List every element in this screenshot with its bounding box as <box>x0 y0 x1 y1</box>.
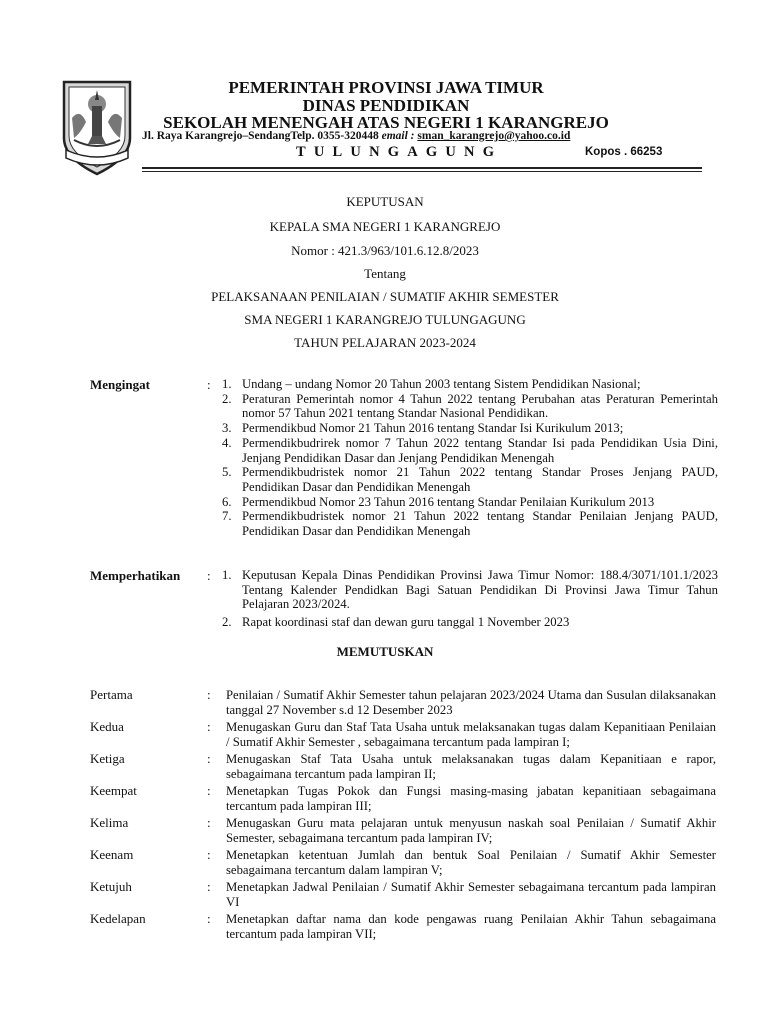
item-text: Permendikbud Nomor 23 Tahun 2016 tentang Standar Penilaian Kurikulum 2013 <box>242 494 655 509</box>
letterhead-school-name: SEKOLAH MENENGAH ATAS NEGERI 1 KARANGREJO <box>163 113 609 132</box>
item-number: 2. <box>222 615 232 630</box>
address-text: Jl. Raya Karangrejo–SendangTelp. 0355-320448 <box>142 130 382 142</box>
letterhead-city: TULUNGAGUNG <box>296 144 503 160</box>
decree-number: Nomor : 421.3/963/101.6.12.8/2023 <box>291 243 479 258</box>
list-item <box>222 495 718 510</box>
list-item <box>222 377 718 392</box>
item-number: 7. <box>222 509 232 524</box>
item-text: Peraturan Pemerintah nomor 4 Tahun 2022 tentang Perubahan atas Peraturan Pemerintah nomor 57 Tahun 2021 tentang Standar Nasional Pendidikan. <box>242 391 718 421</box>
decision-text: Penilaian / Sumatif Akhir Semester tahun pelajaran 2023/2024 Utama dan Susulan dilaksanakan tanggal 27 November s.d 12 Desember 2023 <box>226 688 716 717</box>
item-text: Undang – undang Nomor 20 Tahun 2003 tentang Sistem Pendidikan Nasional; <box>242 377 641 391</box>
decision-colon: : <box>207 719 211 734</box>
decision-text: Menetapkan ketentuan Jumlah dan bentuk Soal Penilaian / Sumatif Akhir Semester sebagaimana tercantum dalam lampiran V; <box>226 848 716 877</box>
list-item <box>222 465 718 494</box>
decision-text: Menugaskan Staf Tata Usaha untuk melaksanakan tugas dalam Kepanitiaan e rapor, sebagaimana tercantum pada lampiran II; <box>226 752 716 781</box>
item-number: 4. <box>222 435 232 450</box>
mengingat-label: Mengingat <box>90 377 150 392</box>
item-number: 3. <box>222 421 232 436</box>
decree-year: TAHUN PELAJARAN 2023-2024 <box>294 335 476 350</box>
item-text: Keputusan Kepala Dinas Pendidikan Provinsi Jawa Timur Nomor: 188.4/3071/101.1/2023 Tentang Kalender Pendidkan Bagi Satuan Pendidikan Di Provinsi Jawa Timur Tahun Pelajaran 2023/2024. <box>242 568 718 612</box>
list-item <box>222 568 718 612</box>
letterhead-department: DINAS PENDIDIKAN <box>302 96 470 115</box>
item-number: 2. <box>222 391 232 406</box>
decree-school: SMA NEGERI 1 KARANGREJO TULUNGAGUNG <box>244 312 526 327</box>
letterhead-address <box>142 130 570 142</box>
decision-text: Menugaskan Guru mata pelajaran untuk menyusun naskah soal Penilaian / Sumatif Akhir Semester, sebagaimana tercantum pada lampiran IV; <box>226 816 716 845</box>
item-text: Permendikbud Nomor 21 Tahun 2016 tentang Standar Isi Kurikulum 2013; <box>242 421 624 436</box>
decision-colon: : <box>207 687 211 702</box>
list-item <box>222 421 718 436</box>
letterhead-rule-thick <box>142 167 702 169</box>
item-number: 6. <box>222 494 232 509</box>
decision-label: Pertama <box>90 687 133 702</box>
decision-label: Ketujuh <box>90 879 132 894</box>
memperhatikan-list <box>222 568 718 630</box>
memutuskan-heading: MEMUTUSKAN <box>336 644 434 659</box>
decision-label: Kedelapan <box>90 911 146 926</box>
letterhead-government: PEMERINTAH PROVINSI JAWA TIMUR <box>228 78 544 97</box>
mengingat-colon: : <box>207 377 211 392</box>
memperhatikan-label: Memperhatikan <box>90 568 181 583</box>
list-item <box>222 392 718 421</box>
decision-text: Menetapkan Tugas Pokok dan Fungsi masing-masing jabatan kepanitiaan sebagaimana tercantum pada lampiran III; <box>226 784 716 813</box>
decision-text: Menugaskan Guru dan Staf Tata Usaha untuk melaksanakan tugas dalam Kepanitiaan Penilaian / Sumatif Akhir Semester , sebagaimana tercantum pada lampiran I; <box>226 720 716 749</box>
decision-text: Menetapkan daftar nama dan kode pengawas ruang Penilaian Akhir Tahun sebagaimana tercantum pada lampiran VII; <box>226 912 716 941</box>
letterhead-rule-thin <box>142 171 702 172</box>
decision-colon: : <box>207 847 211 862</box>
decision-label: Keenam <box>90 847 134 862</box>
memperhatikan-colon: : <box>207 568 211 583</box>
item-text: Permendikbudrirek nomor 7 Tahun 2022 tentang Standar Isi pada Pendidikan Usia Dini, Jenjang Pendidikan Dasar dan Jenjang Pendidikan Menengah <box>242 435 718 465</box>
decree-heading: KEPUTUSAN <box>346 194 424 209</box>
email-link[interactable]: sman_karangrejo@yahoo.co.id <box>417 130 571 142</box>
mengingat-list <box>222 377 718 539</box>
item-number: 5. <box>222 465 232 480</box>
decision-text: Menetapkan Jadwal Penilaian / Sumatif Akhir Semester sebagaimana tercantum pada lampiran VI <box>226 880 716 909</box>
decision-colon: : <box>207 783 211 798</box>
decree-issuer: KEPALA SMA NEGERI 1 KARANGREJO <box>269 219 501 234</box>
east-java-coat-of-arms-logo <box>60 78 134 178</box>
item-text: Permendikbudristek nomor 21 Tahun 2022 tentang Standar Proses Jenjang PAUD, Pendidikan Dasar dan Pendidikan Menengah <box>242 465 718 494</box>
item-text: Permendikbudristek nomor 21 Tahun 2022 tentang Standar Penilaian Jenjang PAUD, Pendidikan Dasar dan Pendidikan Menengah <box>242 509 718 539</box>
letterhead-postal-code: Kopos . 66253 <box>585 146 663 158</box>
list-item <box>222 615 718 630</box>
list-item <box>222 509 718 538</box>
item-text: Rapat koordinasi staf dan dewan guru tanggal 1 November 2023 <box>242 615 570 630</box>
item-number: 1. <box>222 377 232 391</box>
decision-label: Kelima <box>90 815 129 830</box>
decision-label: Ketiga <box>90 751 125 766</box>
decree-subject: PELAKSANAAN PENILAIAN / SUMATIF AKHIR SEMESTER <box>211 289 559 304</box>
decision-colon: : <box>207 815 211 830</box>
item-number: 1. <box>222 568 232 582</box>
decision-colon: : <box>207 751 211 766</box>
decision-label: Kedua <box>90 719 124 734</box>
decision-label: Keempat <box>90 783 137 798</box>
list-item <box>222 436 718 465</box>
email-label: email : <box>381 130 418 142</box>
decision-colon: : <box>207 879 211 894</box>
decision-colon: : <box>207 911 211 926</box>
decree-about: Tentang <box>364 266 406 281</box>
